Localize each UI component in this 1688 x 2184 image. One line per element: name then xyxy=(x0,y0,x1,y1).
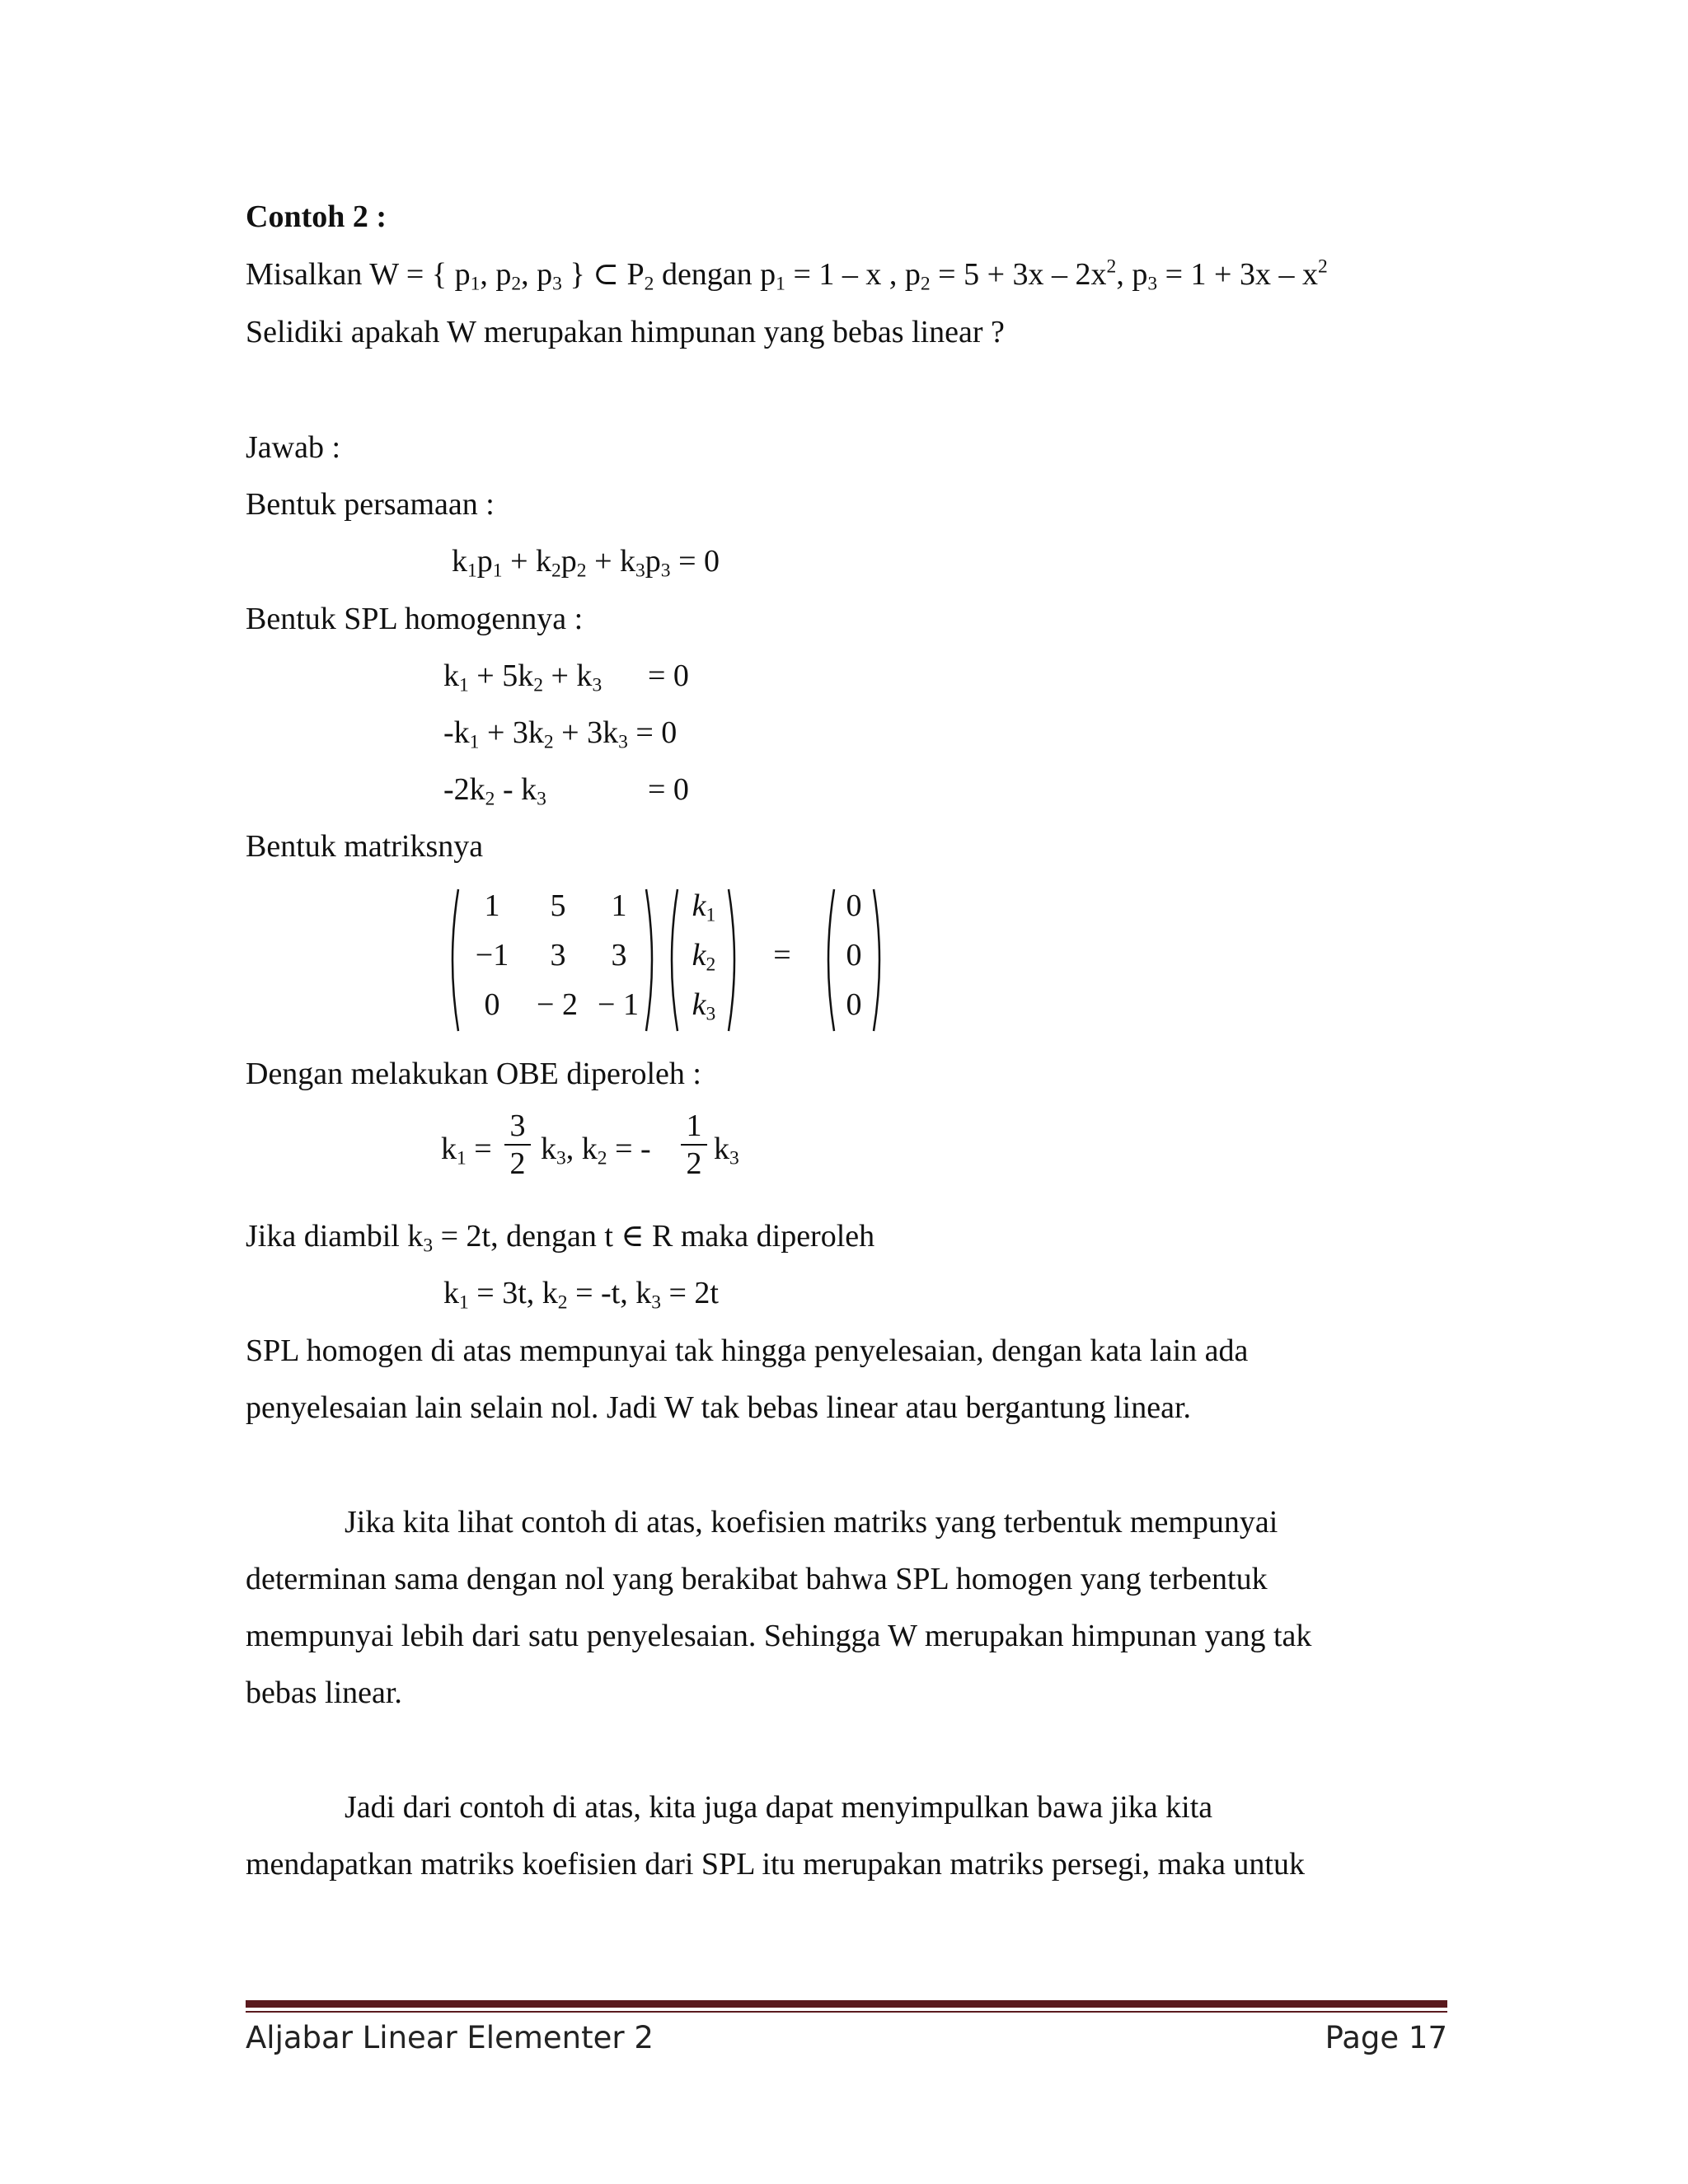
matrix-equals-sign: = xyxy=(773,938,791,972)
matrix-equation xyxy=(445,886,890,1034)
obe-result-k2: $k_3$, $k_2$ = - xyxy=(541,1132,651,1169)
zero-vector-2: 0 xyxy=(846,938,862,972)
spl-row-1: $k_1 + 5k_2 + k_3$ = 0 xyxy=(443,658,689,696)
zero-vector-1: 0 xyxy=(846,888,862,923)
matrix-a-33: − 1 xyxy=(598,987,639,1022)
spl-label: Bentuk SPL homogennya : xyxy=(246,602,584,636)
paragraph-2-line-1: Jika kita lihat contoh di atas, koefisien matriks yang terbentuk mempunyai xyxy=(345,1505,1278,1540)
spl-row-2: $-k_1 + 3k_2 + 3k_3 = 0$ xyxy=(443,715,678,753)
solution-line: $k_1 = 3t$, $k_2 = -t$, $k_3 = 2t$ xyxy=(443,1276,719,1314)
zero-vector-3: 0 xyxy=(846,987,862,1022)
fraction-one-half: 1 2 xyxy=(678,1109,710,1180)
footer-page-number: Page 17 xyxy=(1325,2020,1447,2055)
matrix-a-31: 0 xyxy=(484,987,500,1022)
vector-k-1: $k_1$ xyxy=(692,888,716,926)
vector-k-3: $k_3$ xyxy=(692,987,716,1025)
matrix-a-23: 3 xyxy=(611,938,627,972)
problem-line-1: Misalkan W = { $p_1$, $p_2$, $p_3$ } ⊂ $P_2$ dengan $p_1 = 1 - x$ , $p_2 = 5 + 3x - 2x^2$, $p_3 = 1 + 3x - x^2$ xyxy=(246,255,1328,295)
paragraph-3-line-1: Jadi dari contoh di atas, kita juga dapat menyimpulkan bawa jika kita xyxy=(345,1790,1213,1825)
paragraph-2-line-3: mempunyai lebih dari satu penyelesaian. Sehingga W merupakan himpunan yang tak xyxy=(246,1619,1312,1653)
equation-form-label: Bentuk persamaan : xyxy=(246,487,495,522)
paragraph-3-line-2: mendapatkan matriks koefisien dari SPL itu merupakan matriks persegi, maka untuk xyxy=(246,1847,1305,1882)
obe-result-k1: $k_1$ = xyxy=(441,1132,492,1169)
linear-combination-equation: $k_1p_1 + k_2p_2 + k_3p_3 = 0$ xyxy=(452,544,720,582)
matrix-a-22: 3 xyxy=(550,938,566,972)
footer-title: Aljabar Linear Elementer 2 xyxy=(246,2020,654,2055)
obe-label: Dengan melakukan OBE diperoleh : xyxy=(246,1057,701,1091)
matrix-a-12: 5 xyxy=(550,888,566,923)
spl-row-3: $-2k_2 - k_3$ = 0 xyxy=(443,772,689,810)
matrix-label: Bentuk matriksnya xyxy=(246,829,484,864)
parameter-line: Jika diambil $k_3 = 2t$, dengan t ∈ R maka diperoleh xyxy=(246,1219,875,1257)
matrix-a-13: 1 xyxy=(611,888,627,923)
paragraph-1-line-1: SPL homogen di atas mempunyai tak hingga penyelesaian, dengan kata lain ada xyxy=(246,1333,1249,1368)
matrix-a-32: − 2 xyxy=(537,987,578,1022)
paragraph-1-line-2: penyelesaian lain selain nol. Jadi W tak bebas linear atau bergantung linear. xyxy=(246,1390,1192,1425)
footer-rule-thick xyxy=(246,2000,1447,2008)
fraction-three-halves: 3 2 xyxy=(501,1109,534,1180)
example-heading: Contoh 2 : xyxy=(246,199,387,234)
obe-result-k3: $k_3$ xyxy=(714,1132,739,1169)
problem-line-2: Selidiki apakah W merupakan himpunan yang bebas linear ? xyxy=(246,315,1005,349)
footer-rule-thin xyxy=(246,2011,1447,2013)
matrix-a-21: −1 xyxy=(475,938,509,972)
vector-k-2: $k_2$ xyxy=(692,938,716,976)
paragraph-2-line-4: bebas linear. xyxy=(246,1675,402,1710)
matrix-a-11: 1 xyxy=(484,888,500,923)
paragraph-2-line-2: determinan sama dengan nol yang berakibat bahwa SPL homogen yang terbentuk xyxy=(246,1562,1268,1596)
answer-label: Jawab : xyxy=(246,430,341,465)
